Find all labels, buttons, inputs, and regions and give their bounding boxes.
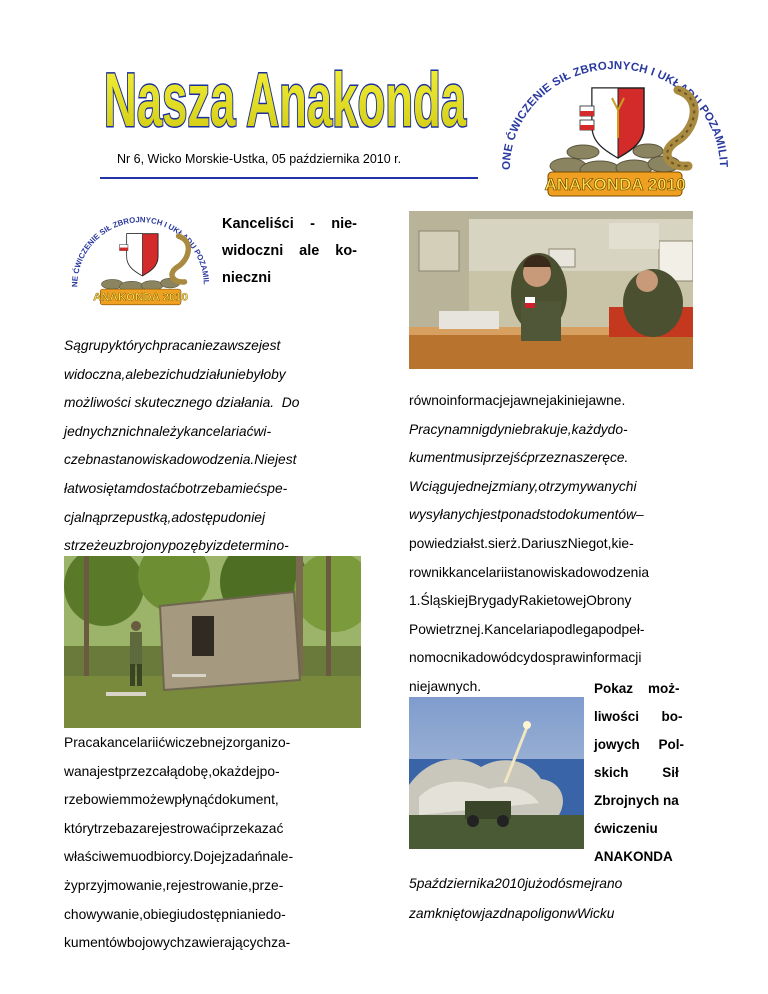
svg-text:POŁĄCZONE ĆWICZENIE SIŁ ZBROJN: POŁĄCZONE ĆWICZENIE SIŁ ZBROJNYCH I UKŁADU POZAMILITARNEGO [61,199,211,288]
article2-headline [594,675,694,871]
lead-line: Sągrupyktórychpracaniezawszejest [64,338,281,353]
headline-line: skich Sił [594,765,679,780]
body-line: którytrzebazarejestrowaćiprzekazać [64,820,284,836]
photo-missile-launch [409,697,584,849]
lead-line: 5października2010jużodósmejrano [409,876,623,891]
headline-line: Zbrojnych na [594,793,679,808]
lead-line: strzeżeuzbrojonypozębyizdetermino- [64,538,289,554]
body-line: kumentówbojowychzawierającychza- [64,935,291,951]
body-line: niejawnych. [409,678,482,694]
body-line: właściwemuodbiorcy.Dojejzadańnale- [64,849,294,865]
svg-text:ANAKONDA 2010: ANAKONDA 2010 [93,291,189,304]
body-line: kumentmusiprzejśćprzeznaszeręce. [409,450,629,466]
body-line: powiedziałst.sierż.DariuszNiegot,kie- [409,535,634,551]
headline-line: widoczni ale ko- [222,243,357,259]
masthead-rule [100,177,478,179]
body-line: Powietrznej.Kancelariapodlegapodpeł- [409,621,645,637]
article2-lead [409,869,695,929]
body-line: równoinformacjejawnejakiniejawne. [409,393,626,408]
exercise-emblem-large [483,39,740,204]
article-headline [222,211,357,292]
headline-line: liwości bo- [594,709,683,724]
lead-line: czebnastanowiskadowodzenia.Niejest [64,452,297,468]
article-lead [64,332,362,589]
headline-line: jowych Pol- [594,737,685,752]
body-line: wysyłanychjestponadstodokumentów– [409,507,644,523]
headline-line: ANAKONDA [594,849,673,864]
exercise-emblem-small [61,199,216,312]
body-line: rzebowiemmożewpłynąćdokument, [64,792,279,808]
photo-camouflaged-shelter [64,556,361,728]
headline-line: nieczni [222,270,272,286]
body-line: żyprzyjmowanie,rejestrowanie,prze- [64,877,284,893]
body-line: 1.ŚląskiejBrygadyRakietowejObrony [409,593,632,609]
svg-text:POŁĄCZONE ĆWICZENIE SIŁ ZBROJN: POŁĄCZONE ĆWICZENIE SIŁ ZBROJNYCH I UKŁADU POZAMILITARNEGO [483,39,730,171]
lead-line: jednychznichnależykancelariaćwi- [64,423,272,439]
body-line: Pracakancelariićwiczebnejzorganizo- [64,735,291,750]
headline-line: Kanceliści - nie- [222,216,357,232]
lead-line: zamkniętowjazdnapoligonwWicku [409,906,615,921]
headline-line: Pokaz moż- [594,681,680,696]
lead-line: cjalnąprzepustką,adostępudoniej [64,509,266,525]
masthead-title-text: Nasza Anakonda [104,62,467,138]
article-body-left [64,729,362,958]
article-body-right [409,387,695,702]
photo-chancellery-interior [409,211,693,369]
body-line: wanajestprzezcałądobę,okażdejpo- [64,763,280,779]
body-line: Pracynamnigdyniebrakuje,każdydo- [409,421,628,437]
masthead-title [100,62,470,138]
body-line: nomocnikadowódcydosprawinformacji [409,650,642,666]
body-line: rownikkancelariistanowiskadowodzenia [409,564,650,580]
issue-line: Nr 6, Wicko Morskie-Ustka, 05 października 2010 r. [117,152,402,166]
lead-line: możliwości skutecznego działania. Do [64,395,300,411]
body-line: Wciągujednejzmiany,otrzymywanychi [409,478,637,494]
svg-text:ANAKONDA 2010: ANAKONDA 2010 [544,175,686,194]
body-line: chowywanie,obiegiudostępnianiedo- [64,906,286,922]
headline-line: ćwiczeniu [594,821,658,836]
lead-line: łatwosiętamdostaćbotrzebamiećspe- [64,480,288,496]
lead-line: widoczna,alebezichudziałuniebyłoby [64,366,286,382]
